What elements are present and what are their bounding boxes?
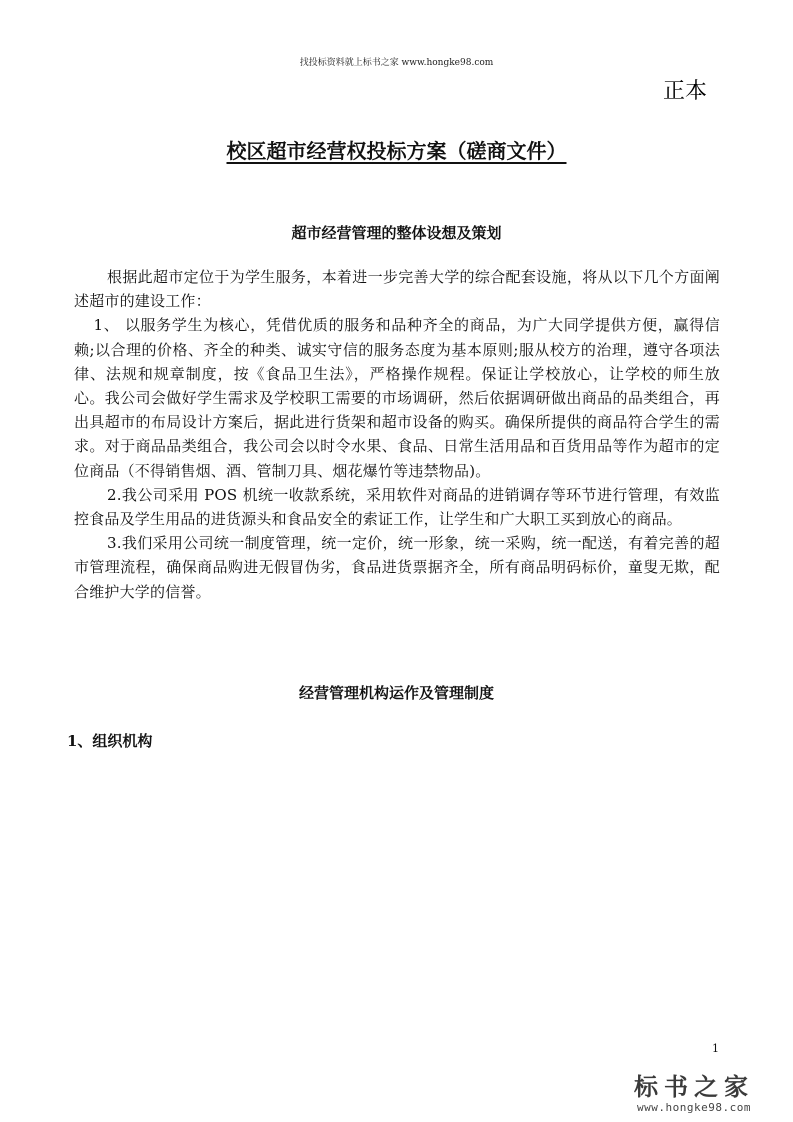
section-heading-management: 经营管理机构运作及管理制度 [298, 684, 494, 702]
copy-label: 正本 [662, 79, 707, 104]
brand-logo [609, 1073, 779, 1114]
document-title-text: 校区超市经营权投标方案（磋商文件） [226, 139, 567, 163]
paragraph-point-3: 3.我们采用公司统一制度管理，统一定价，统一形象，统一采购，统一配送，有着完善的超市管理流程，确保商品购进无假冒伪劣，食品进货票据齐全，所有商品明码标价，童叟无欺，配合维护大学的信誉。 [74, 534, 720, 601]
section-heading-planning: 超市经营管理的整体设想及策划 [291, 224, 502, 242]
body-text [74, 265, 720, 604]
subheading-organization: 1、组织机构 [67, 732, 153, 750]
header-watermark: 找投标资料就上标书之家 www.hongke98.com [299, 58, 494, 68]
paragraph-point-2: 2.我公司采用 POS 机统一收款系统，采用软件对商品的进销调存等环节进行管理，有效监控食品及学生用品的进货源头和食品安全的索证工作，让学生和广大职工买到放心的商品。 [74, 485, 720, 529]
paragraph-intro: 根据此超市定位于为学生服务，本着进一步完善大学的综合配套设施，将从以下几个方面阐述超市的建设工作： [74, 268, 720, 311]
page-number: 1 [712, 1042, 719, 1055]
brand-name: 标书之家 [634, 1073, 754, 1101]
document-title [0, 135, 793, 164]
paragraph-point-1: 1、 以服务学生为核心，凭借优质的服务和品种齐全的商品，为广大同学提供方便，赢得信赖;以合理的价格、齐全的种类、诚实守信的服务态度为基本原则;服从校方的治理，遵守各项法律、法规和规章制度，按《食品卫生法》，严格操作规程。保证让学校放心，让学校的师生放心。我公司会做好学生需求及学校职工需要的市场调研，然后依据调研做出商品的品类组合，再出具超市的布局设计方案后，据此进行货架和超市设备的购买。确保所提供的商品符合学生的需求。对于商品品类组合，我公司会以时令水果、食品、日常生活用品和百货用品等作为超市的定位商品（不得销售烟、酒、管制刀具、烟花爆竹等违禁物品)。 [74, 316, 720, 480]
brand-url: www.hongke98.com [637, 1101, 751, 1114]
